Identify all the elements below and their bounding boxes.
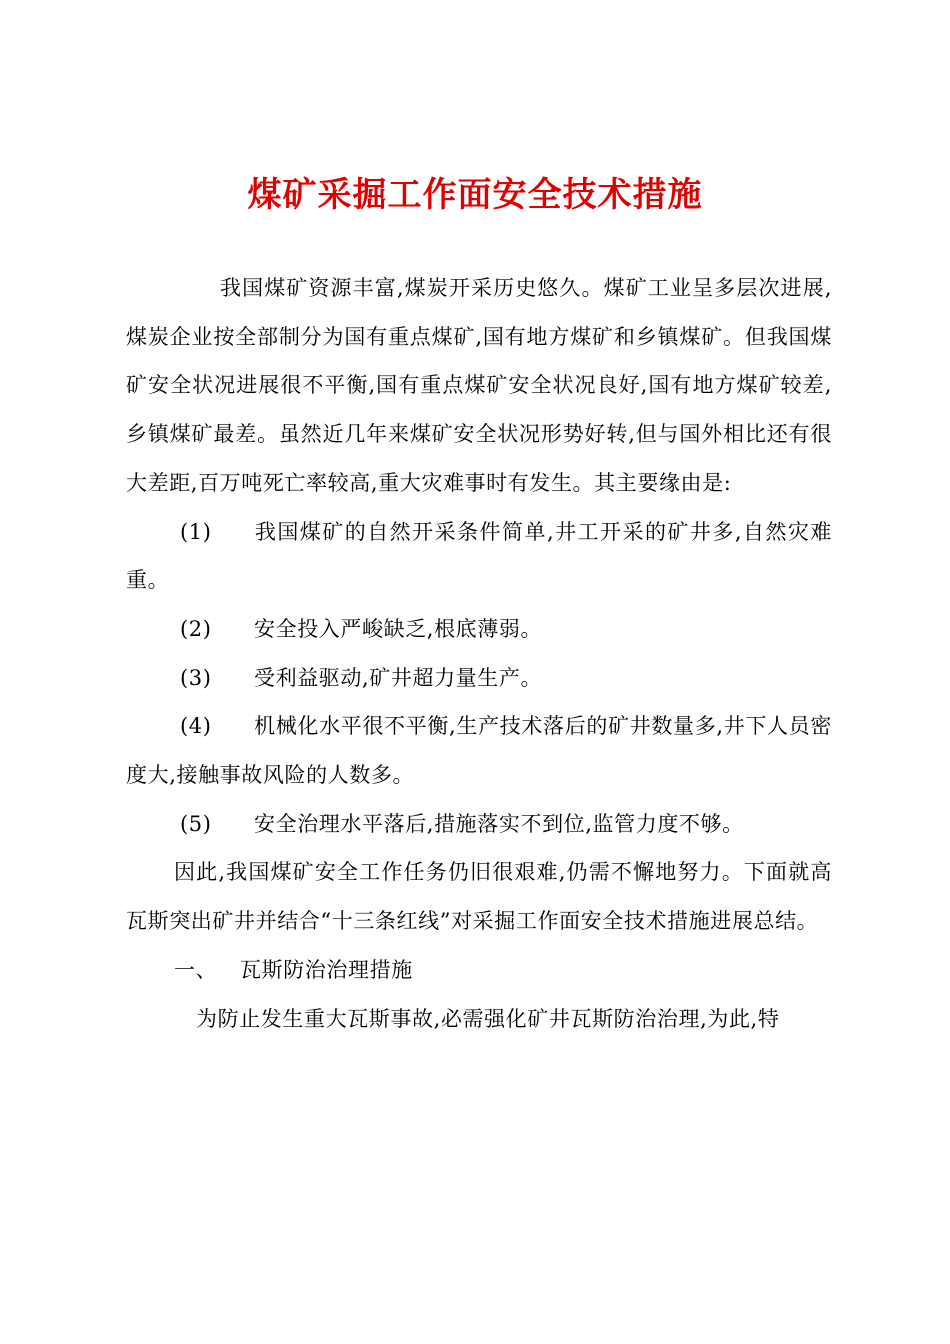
list-item-text: 安全治理水平落后,措施落实不到位,监管力度不够。 — [254, 811, 744, 836]
conclusion-paragraph: 因此,我国煤矿安全工作任务仍旧很艰难,仍需不懈地努力。下面就高瓦斯突出矿井并结合“十三条红线”对采掘工作面安全技术措施进展总结。 — [126, 860, 832, 934]
section-title: 瓦斯防治治理措施 — [240, 957, 413, 982]
section-number: 一、 — [174, 957, 218, 982]
list-item-1 — [126, 508, 832, 605]
intro-paragraph: 我国煤矿资源丰富,煤炭开采历史悠久。煤矿工业呈多层次进展,煤炭企业按全部制分为国有重点煤矿,国有地方煤矿和乡镇煤矿。但我国煤矿安全状况进展很不平衡,国有重点煤矿安全状况良好,国有地方煤矿较差,乡镇煤矿最差。虽然近几年来煤矿安全状况形势好转,但与国外相比还有很大差距,百万吨死亡率较高,重大灾难事时有发生。其主要缘由是: — [126, 276, 832, 495]
list-item-2 — [126, 605, 832, 654]
list-item-number: (5) — [180, 811, 212, 836]
list-item-text: 机械化水平很不平衡,生产技术落后的矿井数量多,井下人员密度大,接触事故风险的人数多。 — [126, 714, 832, 788]
list-item-number: (1) — [180, 519, 212, 544]
list-item-text: 我国煤矿的自然开采条件简单,井工开采的矿井多,自然灾难重。 — [126, 519, 832, 593]
document-body — [126, 264, 832, 1043]
list-item-number: (4) — [180, 714, 212, 739]
section-heading — [126, 946, 832, 995]
list-item-number: (2) — [180, 616, 212, 641]
list-item-text: 受利益驱动,矿井超力量生产。 — [254, 665, 543, 690]
list-item-number: (3) — [180, 665, 212, 690]
list-item-text: 安全投入严峻缺乏,根底薄弱。 — [254, 616, 543, 641]
list-item-3 — [126, 654, 832, 703]
section-paragraph: 为防止发生重大瓦斯事故,必需强化矿井瓦斯防治治理,为此,特 — [196, 1006, 780, 1031]
list-item-4 — [126, 702, 832, 799]
document-title: 煤矿采掘工作面安全技术措施 — [247, 175, 703, 215]
list-item-5 — [126, 800, 832, 849]
